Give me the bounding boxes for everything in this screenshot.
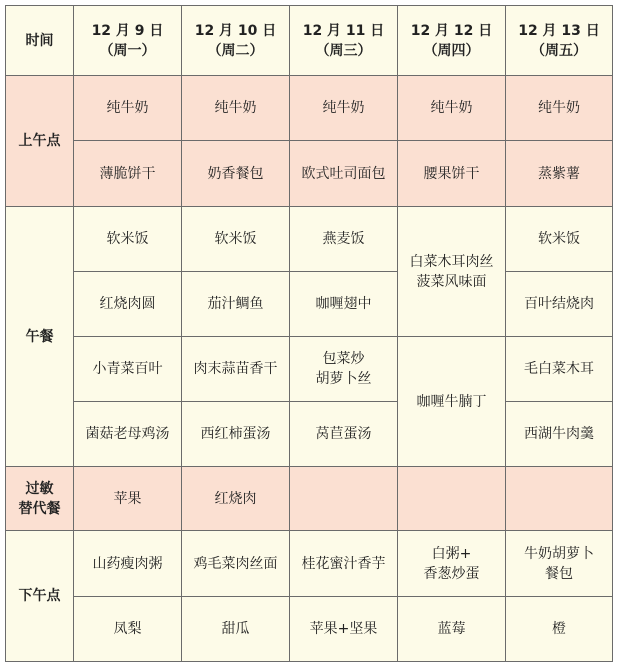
- afternoon-snack-row-1: [6, 531, 613, 597]
- menu-cell: 蓝莓: [398, 597, 506, 662]
- weekday-text: （周三）: [315, 42, 372, 59]
- menu-cell: 纯牛奶: [290, 76, 398, 141]
- menu-cell: 山药瘦肉粥: [74, 531, 182, 597]
- menu-cell: 软米饭: [506, 207, 613, 272]
- weekly-menu-table: [5, 5, 613, 662]
- menu-cell: 咖喱牛腩丁: [398, 337, 506, 467]
- menu-cell: 薄脆饼干: [74, 141, 182, 207]
- menu-cell: 纯牛奶: [182, 76, 290, 141]
- afternoon-snack-row-2: [6, 597, 613, 662]
- menu-cell: 软米饭: [182, 207, 290, 272]
- menu-cell: 小青菜百叶: [74, 337, 182, 402]
- menu-cell: 甜瓜: [182, 597, 290, 662]
- menu-cell: 橙: [506, 597, 613, 662]
- dish-line: 牛奶胡萝卜: [524, 545, 594, 562]
- menu-cell: [506, 467, 613, 531]
- menu-cell: [506, 531, 613, 597]
- menu-cell: 西湖牛肉羹: [506, 402, 613, 467]
- dish-line: 餐包: [545, 565, 573, 582]
- lunch-row-3: [6, 337, 613, 402]
- menu-cell: 纯牛奶: [74, 76, 182, 141]
- dish-line: 香葱炒蛋: [423, 565, 480, 582]
- menu-cell: 莴苣蛋汤: [290, 402, 398, 467]
- menu-cell: 毛白菜木耳: [506, 337, 613, 402]
- date-text: 12 月 9 日: [91, 22, 164, 39]
- date-text: 12 月 13 日: [518, 22, 600, 39]
- date-text: 12 月 10 日: [194, 22, 277, 39]
- day-header-tue: [182, 6, 290, 76]
- weekday-text: （周四）: [423, 42, 480, 59]
- day-header-thu: [398, 6, 506, 76]
- label-line: 过敏: [25, 480, 54, 497]
- menu-cell: 菌菇老母鸡汤: [74, 402, 182, 467]
- menu-cell: 咖喱翅中: [290, 272, 398, 337]
- menu-cell: [290, 337, 398, 402]
- menu-cell: [290, 467, 398, 531]
- date-text: 12 月 12 日: [410, 22, 493, 39]
- menu-cell: 苹果: [74, 467, 182, 531]
- menu-cell: 百叶结烧肉: [506, 272, 613, 337]
- lunch-row-2: [6, 272, 613, 337]
- menu-cell: [398, 467, 506, 531]
- dish-line: 白粥+: [431, 545, 472, 562]
- menu-cell: 腰果饼干: [398, 141, 506, 207]
- menu-cell: [398, 531, 506, 597]
- menu-cell: 欧式吐司面包: [290, 141, 398, 207]
- menu-cell: 纯牛奶: [506, 76, 613, 141]
- lunch-row-1: [6, 207, 613, 272]
- menu-cell: 奶香餐包: [182, 141, 290, 207]
- dish-line: 胡萝卜丝: [315, 371, 372, 387]
- menu-cell: 红烧肉: [182, 467, 290, 531]
- dish-line: 包菜炒: [322, 351, 365, 367]
- day-header-wed: [290, 6, 398, 76]
- day-header-mon: [74, 6, 182, 76]
- menu-cell: 肉末蒜苗香干: [182, 337, 290, 402]
- morning-snack-label: 上午点: [6, 76, 74, 207]
- afternoon-snack-label: 下午点: [6, 531, 74, 662]
- time-header: 时间: [6, 6, 74, 76]
- lunch-label: 午餐: [6, 207, 74, 467]
- morning-snack-row-1: [6, 76, 613, 141]
- menu-cell: [398, 207, 506, 337]
- dish-line: 白菜木耳肉丝: [409, 253, 494, 270]
- weekday-text: （周二）: [207, 42, 264, 59]
- menu-cell: 纯牛奶: [398, 76, 506, 141]
- weekday-text: （周五）: [531, 42, 587, 59]
- allergy-row: [6, 467, 613, 531]
- morning-snack-row-2: [6, 141, 613, 207]
- header-row: [6, 6, 613, 76]
- menu-cell: 凤梨: [74, 597, 182, 662]
- menu-cell: 红烧肉圆: [74, 272, 182, 337]
- dish-line: 菠菜风味面: [416, 273, 487, 290]
- menu-cell: 西红柿蛋汤: [182, 402, 290, 467]
- menu-cell: 茄汁鲷鱼: [182, 272, 290, 337]
- menu-cell: 桂花蜜汁香芋: [290, 531, 398, 597]
- menu-cell: 鸡毛菜肉丝面: [182, 531, 290, 597]
- label-line: 替代餐: [18, 500, 61, 517]
- menu-cell: 软米饭: [74, 207, 182, 272]
- lunch-row-4: [6, 402, 613, 467]
- day-header-fri: [506, 6, 613, 76]
- weekday-text: （周一）: [99, 42, 156, 59]
- menu-cell: 蒸紫薯: [506, 141, 613, 207]
- date-text: 12 月 11 日: [302, 22, 385, 39]
- menu-cell: 苹果+坚果: [290, 597, 398, 662]
- menu-cell: 燕麦饭: [290, 207, 398, 272]
- allergy-label: [6, 467, 74, 531]
